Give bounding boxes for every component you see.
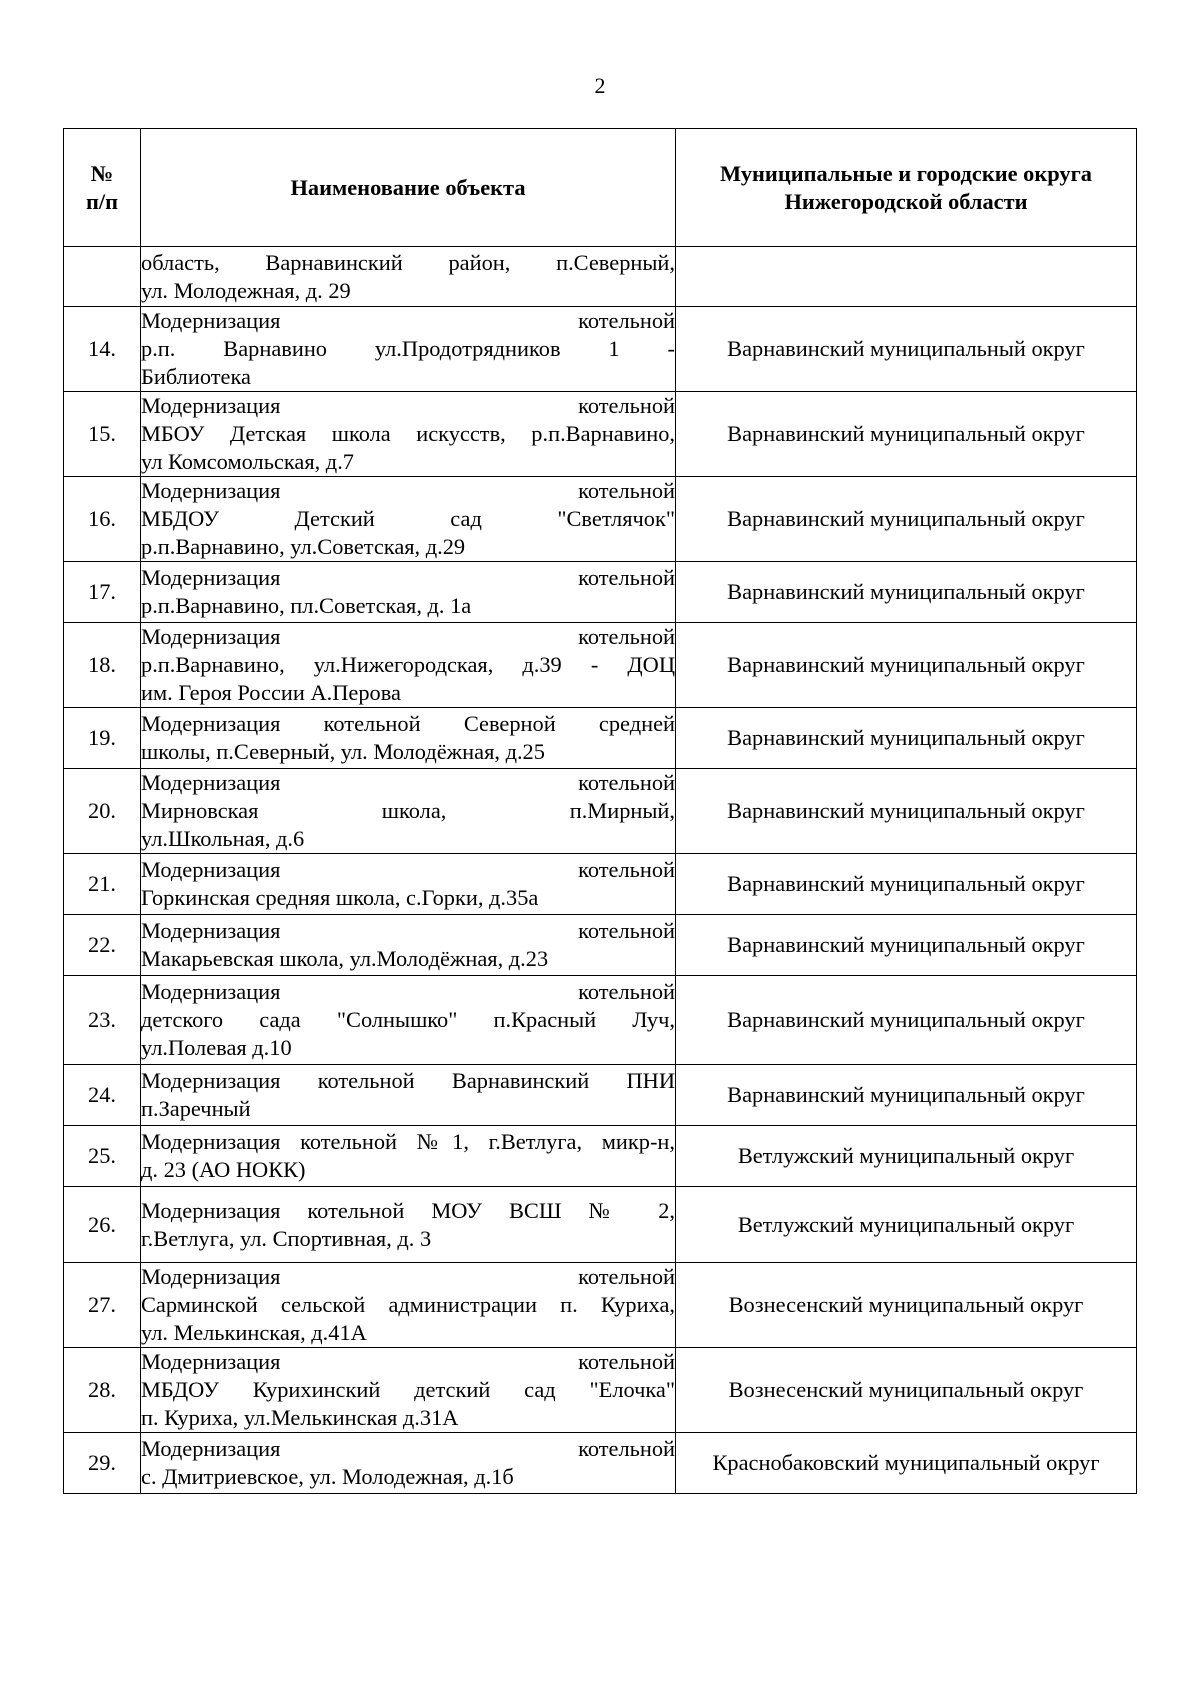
object-name-line: Макарьевская школа, ул.Молодёжная, д.23	[141, 946, 549, 971]
table-row	[64, 392, 1137, 477]
object-name-line: область, Варнавинский район, п.Северный,	[141, 249, 675, 275]
table-row	[64, 477, 1137, 562]
object-name-line: Модернизация котельной Варнавинский ПНИ	[141, 1068, 675, 1093]
object-name-line: Модернизация котельной	[141, 624, 675, 649]
object-name	[141, 562, 676, 623]
page-number: 2	[594, 73, 606, 98]
municipal-district: Варнавинский муниципальный округ	[676, 854, 1137, 915]
object-name-line: ул. Молодежная, д. 29	[141, 277, 351, 303]
object-name-line: Модернизация котельной	[141, 918, 675, 943]
header-number	[64, 129, 141, 247]
row-number: 15.	[64, 392, 141, 477]
municipal-district: Варнавинский муниципальный округ	[676, 708, 1137, 769]
object-name-line: Модернизация котельной Северной средней	[141, 711, 675, 736]
table-row	[64, 307, 1137, 392]
object-name-line: р.п.Варнавино, ул.Нижегородская, д.39 - ДОЦ	[141, 652, 675, 677]
row-number: 25.	[64, 1126, 141, 1187]
object-name-line: ул. Мелькинская, д.41А	[141, 1320, 367, 1345]
object-name	[141, 1065, 676, 1126]
header-district	[676, 129, 1137, 247]
municipal-district: Вознесенский муниципальный округ	[676, 1348, 1137, 1433]
table-row	[64, 769, 1137, 854]
object-name-line: Модернизация котельной	[141, 1436, 675, 1461]
row-number: 29.	[64, 1433, 141, 1494]
object-name-line: р.п.Варнавино, пл.Советская, д. 1а	[141, 593, 472, 618]
municipal-district: Ветлужский муниципальный округ	[676, 1187, 1137, 1263]
table-row	[64, 1187, 1137, 1263]
object-name-line: школы, п.Северный, ул. Молодёжная, д.25	[141, 739, 545, 764]
object-name-line: Модернизация котельной	[141, 857, 675, 882]
municipal-district: Варнавинский муниципальный округ	[676, 307, 1137, 392]
object-name-line: Модернизация котельной МОУ ВСШ № 2,	[141, 1197, 675, 1223]
object-name-line: Модернизация котельной	[141, 565, 675, 590]
object-name-line: детского сада "Солнышко" п.Красный Луч,	[141, 1007, 675, 1032]
object-name	[141, 769, 676, 854]
row-number: 19.	[64, 708, 141, 769]
row-number: 27.	[64, 1263, 141, 1348]
object-name-line: ул.Полевая д.10	[141, 1035, 292, 1060]
row-number: 14.	[64, 307, 141, 392]
header-district-line: Нижегородской области	[784, 188, 1028, 214]
object-name	[141, 1263, 676, 1348]
table-row	[64, 1263, 1137, 1348]
object-name	[141, 854, 676, 915]
object-name-line: Модернизация котельной №1, г.Ветлуга, микр-н,	[141, 1129, 675, 1154]
table-row	[64, 1348, 1137, 1433]
row-number: 22.	[64, 915, 141, 976]
object-name	[141, 623, 676, 708]
table-row	[64, 1433, 1137, 1494]
municipal-district: Вознесенский муниципальный округ	[676, 1263, 1137, 1348]
row-number: 18.	[64, 623, 141, 708]
object-name	[141, 307, 676, 392]
table-row	[64, 854, 1137, 915]
object-name-line: Модернизация котельной	[141, 979, 675, 1004]
object-name-line: р.п.Варнавино, ул.Советская, д.29	[141, 534, 466, 559]
object-name-line: д. 23 (АО НОКК)	[141, 1157, 306, 1182]
object-name	[141, 1126, 676, 1187]
object-name-line: МБОУ Детская школа искусств, р.п.Варнавино,	[141, 421, 675, 446]
row-number: 23.	[64, 976, 141, 1065]
object-name-line: ул.Школьная, д.6	[141, 826, 305, 851]
object-name-line: Модернизация котельной	[141, 1349, 675, 1374]
row-number: 21.	[64, 854, 141, 915]
municipal-district: Варнавинский муниципальный округ	[676, 976, 1137, 1065]
row-number: 17.	[64, 562, 141, 623]
row-number: 16.	[64, 477, 141, 562]
object-name-line: р.п. Варнавино ул.Продотрядников 1 -	[141, 336, 675, 361]
municipal-district: Варнавинский муниципальный округ	[676, 477, 1137, 562]
table-row	[64, 708, 1137, 769]
row-number: 28.	[64, 1348, 141, 1433]
row-number	[64, 247, 141, 307]
object-name-line: Модернизация котельной	[141, 478, 675, 503]
object-name-line: МБДОУ Детский сад "Светлячок"	[141, 506, 675, 531]
object-name	[141, 1348, 676, 1433]
municipal-district: Варнавинский муниципальный округ	[676, 915, 1137, 976]
object-name-line: МБДОУ Курихинский детский сад "Елочка"	[141, 1377, 675, 1402]
municipal-district: Варнавинский муниципальный округ	[676, 769, 1137, 854]
object-name-line: с. Дмитриевское, ул. Молодежная, д.1б	[141, 1464, 514, 1489]
object-name	[141, 1433, 676, 1494]
object-name-line: ул Комсомольская, д.7	[141, 449, 354, 474]
table-row	[64, 976, 1137, 1065]
object-name	[141, 708, 676, 769]
object-name-line: Модернизация котельной	[141, 308, 675, 333]
object-name-line: Горкинская средняя школа, с.Горки, д.35а	[141, 885, 539, 910]
object-name	[141, 1187, 676, 1263]
row-number: 24.	[64, 1065, 141, 1126]
objects-table	[63, 128, 1137, 1494]
municipal-district: Варнавинский муниципальный округ	[676, 623, 1137, 708]
table-row	[64, 562, 1137, 623]
header-number-line: п/п	[85, 188, 119, 214]
header-name: Наименование объекта	[141, 129, 676, 247]
table-row	[64, 623, 1137, 708]
object-name-line: Модернизация котельной	[141, 393, 675, 418]
table-header-row	[64, 129, 1137, 247]
object-name-line: Модернизация котельной	[141, 1264, 675, 1289]
table-body	[64, 247, 1137, 1494]
municipal-district: Ветлужский муниципальный округ	[676, 1126, 1137, 1187]
row-number: 26.	[64, 1187, 141, 1263]
municipal-district: Варнавинский муниципальный округ	[676, 1065, 1137, 1126]
object-name-line: г.Ветлуга, ул. Спортивная, д. 3	[141, 1225, 432, 1251]
table-row	[64, 247, 1137, 307]
object-name	[141, 976, 676, 1065]
municipal-district: Варнавинский муниципальный округ	[676, 392, 1137, 477]
header-number-line: №	[90, 160, 114, 186]
table-row	[64, 1126, 1137, 1187]
object-name-line: им. Героя России А.Перова	[141, 680, 401, 705]
municipal-district	[676, 247, 1137, 307]
object-name-line: п. Куриха, ул.Мелькинская д.31А	[141, 1405, 459, 1430]
table-row	[64, 1065, 1137, 1126]
municipal-district: Варнавинский муниципальный округ	[676, 562, 1137, 623]
header-district-line: Муниципальные и городские округа	[720, 160, 1092, 186]
object-name-line: Модернизация котельной	[141, 770, 675, 795]
object-name	[141, 915, 676, 976]
object-name-line: Мирновская школа, п.Мирный,	[141, 798, 675, 823]
object-name	[141, 247, 676, 307]
object-name-line: п.Заречный	[141, 1096, 251, 1121]
municipal-district: Краснобаковский муниципальный округ	[676, 1433, 1137, 1494]
object-name-line: Сарминской сельской администрации п. Куриха,	[141, 1292, 675, 1317]
table-row	[64, 915, 1137, 976]
object-name	[141, 477, 676, 562]
object-name-line: Библиотека	[141, 364, 251, 389]
object-name	[141, 392, 676, 477]
row-number: 20.	[64, 769, 141, 854]
